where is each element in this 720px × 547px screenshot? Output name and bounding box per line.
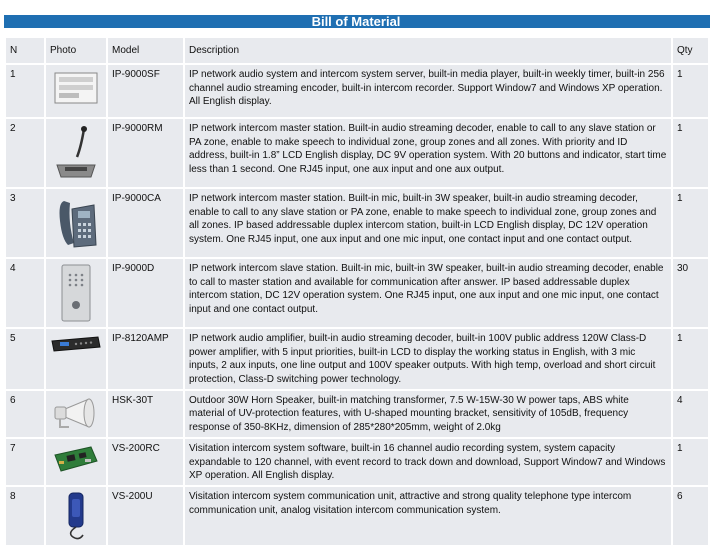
row-qty: 1 <box>673 329 708 389</box>
row-description: Visitation intercom system communication unit, attractive and strong quality telephone type intercom communication unit, analog visitation intercom communication system. <box>185 487 671 545</box>
row-model: IP-9000CA <box>108 189 183 257</box>
row-number: 4 <box>6 259 44 327</box>
row-model: HSK-30T <box>108 391 183 437</box>
table-row <box>6 119 708 187</box>
row-qty: 30 <box>673 259 708 327</box>
row-qty: 1 <box>673 119 708 187</box>
row-number: 2 <box>6 119 44 187</box>
wall-telephone-icon <box>61 491 91 541</box>
row-description: IP network intercom slave station. Built-in mic, built-in 3W speaker, built-in audio streaming decoder, enable to call to master station and available for communication after answer. IP based addressable duplex intercom station, DC 12V operation system. One RJ45 input, one aux input and one mic input, one contact input and one contact output. <box>185 259 671 327</box>
row-model: VS-200RC <box>108 439 183 485</box>
row-number: 5 <box>6 329 44 389</box>
rack-amplifier-icon <box>50 333 102 355</box>
circuit-board-icon <box>51 443 101 477</box>
row-number: 8 <box>6 487 44 545</box>
intercom-panel-icon <box>59 263 93 323</box>
header-n: N <box>6 38 44 63</box>
row-description: Outdoor 30W Horn Speaker, built-in matching transformer, 7.5 W-15W-30 W power taps, ABS white material of UV-protection features, with U-shaped mounting bracket, sensitivity of 105dB, frequency response of 350-8KHz, dimension of 285*280*205mm, weight of 2.0kg <box>185 391 671 437</box>
row-description: IP network intercom master station. Built-in audio streaming decoder, enable to call to any slave station or PA zone, enable to make speech to individual zone, group zones and all zones. With priority and ID address, built-in 1.8” LCD English display, DC 9V operation system. With 20 buttons and indicator, start time less than 1 second. One RJ45 input, one aux input and one aux output. <box>185 119 671 187</box>
row-model: IP-9000RM <box>108 119 183 187</box>
row-qty: 1 <box>673 65 708 117</box>
table-row <box>6 65 708 117</box>
row-photo <box>46 259 106 327</box>
row-description: IP network audio system and intercom system server, built-in media player, built-in weekly timer, built-in 256 channel audio streaming encoder, built-in intercom recorder. Support Window7 and Windows XP operation. All English display. <box>185 65 671 117</box>
row-description: IP network intercom master station. Built-in mic, built-in 3W speaker, built-in audio streaming decoder, enable to call to any slave station or PA zone, enable to make speech to individual zone, group zones and all zones. IP based addressable duplex intercom station, built-in LCD English display, DC 12V operation system. One RJ45 input, one aux input and one mic input, one contact input and one contact output. <box>185 189 671 257</box>
row-model: VS-200U <box>108 487 183 545</box>
paging-microphone-icon <box>51 123 101 183</box>
row-qty: 1 <box>673 189 708 257</box>
row-photo <box>46 439 106 485</box>
page-title: Bill of Material <box>311 14 401 29</box>
horn-speaker-icon <box>51 395 101 431</box>
row-model: IP-9000D <box>108 259 183 327</box>
header-photo: Photo <box>46 38 106 63</box>
table-row <box>6 329 708 389</box>
table-row <box>6 259 708 327</box>
table-row <box>6 189 708 257</box>
header-qty: Qty <box>673 38 708 63</box>
row-photo <box>46 189 106 257</box>
table-header-row <box>6 38 708 63</box>
row-number: 3 <box>6 189 44 257</box>
table-row <box>6 391 708 437</box>
row-photo <box>46 487 106 545</box>
row-photo <box>46 329 106 389</box>
row-description: Visitation intercom system software, built-in 16 channel audio recording system, system capacity expandable to 120 channel, with event record to track down and download, Support Window7 and Windows XP operation. All English display. <box>185 439 671 485</box>
row-description: IP network audio amplifier, built-in audio streaming decoder, built-in 100V public address 120W Class-D power amplifier, with 5 input priorities, built-in LCD to display the working status in English, with 3 mic inputs, 2 aux inputs, one line output and 100V speaker outputs. With high temp, overload and short circuit protection, Class-D switching power technology. <box>185 329 671 389</box>
desk-phone-icon <box>50 193 102 253</box>
row-photo <box>46 119 106 187</box>
header-model: Model <box>108 38 183 63</box>
row-number: 6 <box>6 391 44 437</box>
table-row <box>6 439 708 485</box>
row-number: 1 <box>6 65 44 117</box>
table-row <box>6 487 708 545</box>
row-number: 7 <box>6 439 44 485</box>
server-icon <box>52 69 100 107</box>
row-model: IP-9000SF <box>108 65 183 117</box>
bill-of-material-table <box>4 36 710 547</box>
header-description: Description <box>185 38 671 63</box>
row-photo <box>46 391 106 437</box>
row-qty: 1 <box>673 439 708 485</box>
row-qty: 6 <box>673 487 708 545</box>
row-photo <box>46 65 106 117</box>
row-qty: 4 <box>673 391 708 437</box>
row-model: IP-8120AMP <box>108 329 183 389</box>
